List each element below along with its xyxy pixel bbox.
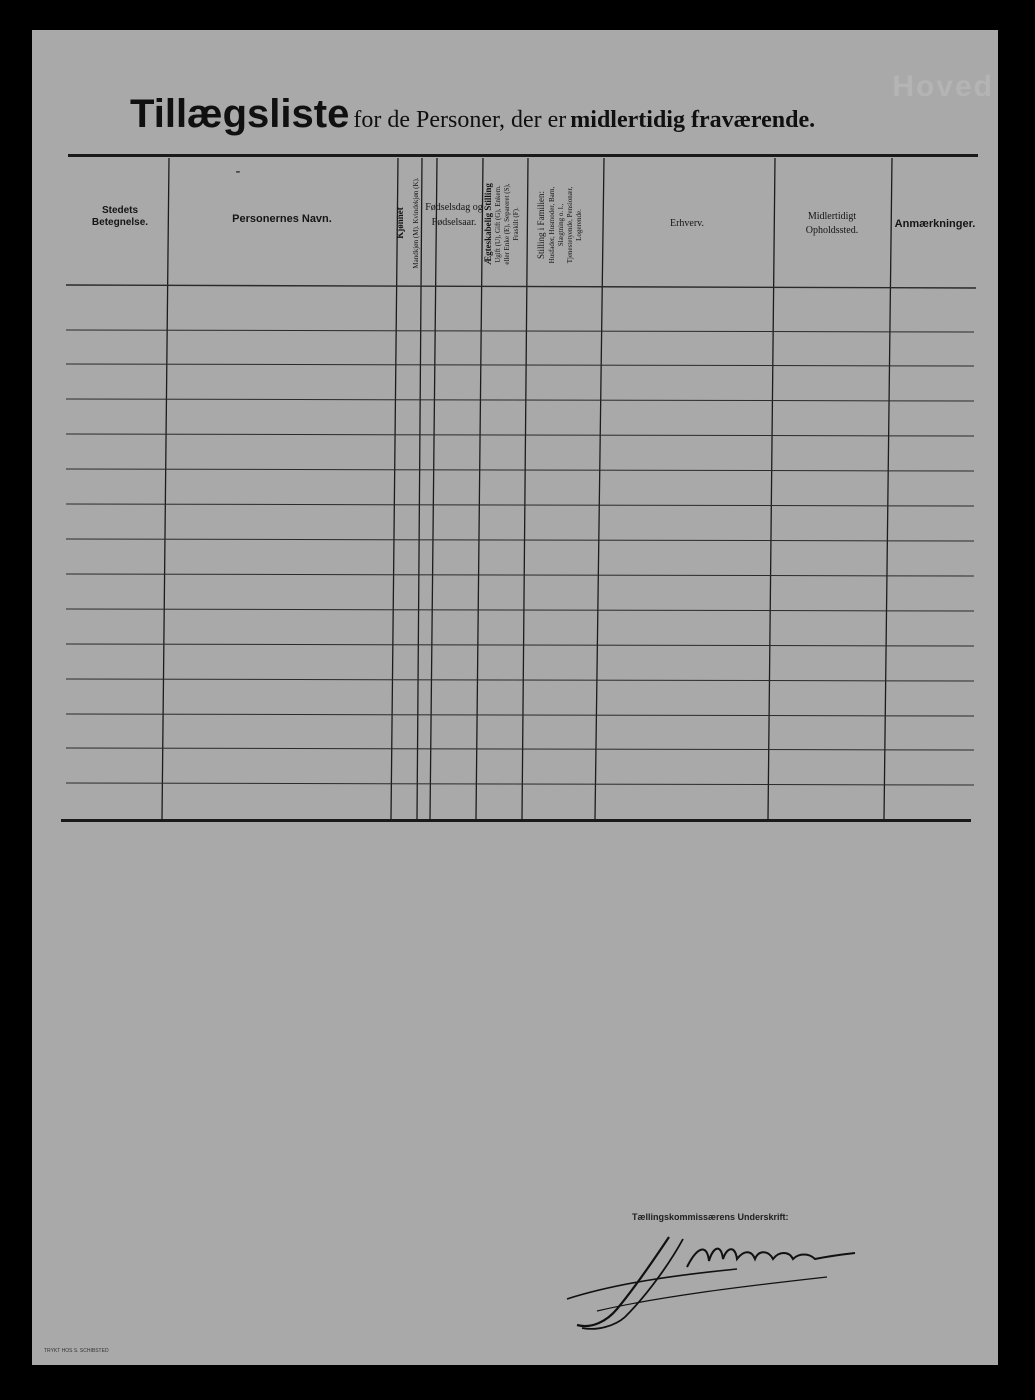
- column-divider: [768, 158, 775, 819]
- header-dash: -: [235, 164, 241, 179]
- ruled-row-line: [66, 783, 974, 785]
- header-aegteskab-sub3: Fraskilt (F).: [512, 207, 520, 241]
- ruled-row-line: [66, 364, 974, 366]
- header-stilling-sub3: Tjenestetyende, Pensionær,: [566, 186, 574, 264]
- ruled-row-line: [66, 748, 974, 750]
- printer-imprint: TRYKT HOS S. SCHIBSTED: [44, 1348, 109, 1354]
- header-divider: [66, 285, 976, 288]
- ruled-row-line: [66, 714, 974, 716]
- census-form-sheet: [32, 30, 998, 1365]
- header-stedets: Stedets Betegnelse.: [91, 205, 149, 228]
- header-stilling-sub1: Husfader, Husmoder, Barn,: [548, 186, 556, 264]
- header-aegteskab-sub1: Ugift (U), Gift (G), Enkem.: [494, 185, 502, 263]
- header-midlertidigt: Midlertidigt Opholdssted.: [805, 211, 859, 236]
- ruled-row-line: [66, 574, 974, 576]
- column-divider: [522, 158, 528, 819]
- ruled-row-line: [66, 330, 974, 332]
- column-divider: [430, 158, 437, 819]
- header-kjonnet: Kjønnet: [395, 207, 405, 239]
- ruled-row-line: [66, 539, 974, 541]
- ruled-row-line: [66, 469, 974, 471]
- column-divider: [884, 158, 892, 819]
- column-divider: [595, 158, 604, 819]
- ruled-row-line: [66, 644, 974, 646]
- header-anmaerkninger: Anmærkninger.: [894, 218, 976, 230]
- ruled-row-line: [66, 679, 974, 681]
- handwritten-signature: [537, 1225, 867, 1335]
- ruled-row-line: [66, 434, 974, 436]
- header-erhverv: Erhverv.: [669, 218, 705, 229]
- column-divider: [476, 158, 483, 819]
- title-main: Tillægsliste: [130, 92, 350, 136]
- signature-label: Tællingskommissærens Underskrift:: [632, 1212, 789, 1222]
- ruled-row-line: [66, 609, 974, 611]
- table-bottom-rule: [61, 819, 971, 822]
- header-stilling: Stilling i Familien:: [536, 191, 546, 260]
- header-stilling-sub2: Slægtning o. l.,: [557, 203, 565, 247]
- ruled-row-line: [66, 399, 974, 401]
- column-divider: [162, 158, 169, 819]
- title-sub: for de Personer, der er: [353, 107, 567, 133]
- header-kjonnet-sub: Mandkjøn (M). Kvindekjøn (K).: [412, 177, 420, 269]
- title-emphasis: midlertidig fraværende.: [570, 107, 816, 133]
- header-aegteskab-sub2: eller Enke (E), Separeret (S),: [503, 183, 511, 265]
- header-navn: Personernes Navn.: [232, 213, 332, 225]
- bleed-through-text: Hoved: [892, 70, 994, 103]
- header-fodsels: Fødselsdag og Fødselsaar.: [425, 202, 483, 228]
- ruled-row-line: [66, 504, 974, 506]
- header-stilling-sub4: Logerende.: [575, 209, 583, 241]
- header-aegteskab: Ægteskabelig Stilling: [483, 183, 493, 265]
